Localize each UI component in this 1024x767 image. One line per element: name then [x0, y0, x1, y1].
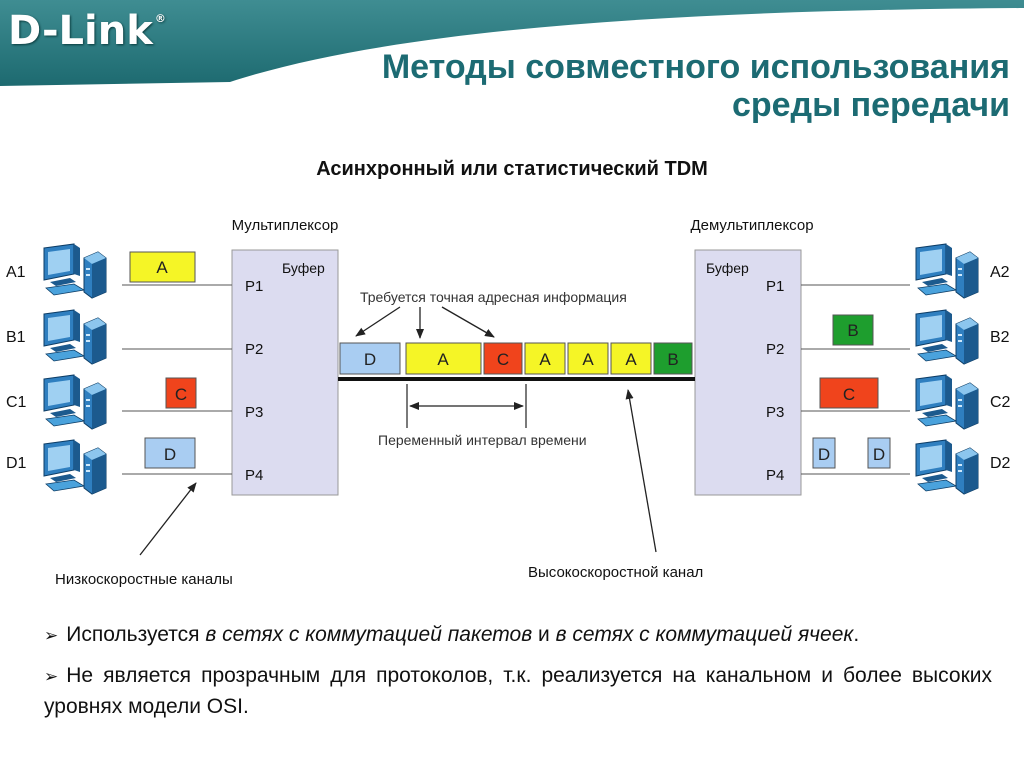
dest-c2: C2 — [990, 394, 1011, 411]
demultiplexer-box — [695, 250, 801, 495]
input-block-a-label: A — [156, 258, 168, 277]
interval-note: Переменный интервал времени — [378, 432, 587, 448]
stream-frame-c-label: C — [496, 350, 510, 369]
source-b1: B1 — [6, 329, 26, 346]
stream-frame-a2-label: A — [539, 350, 551, 369]
stream-frame-a4-label: A — [625, 350, 637, 369]
bullet-marker: ➢ — [44, 667, 59, 687]
dest-b2: B2 — [990, 329, 1010, 346]
dlink-logo: D-Link ® — [8, 8, 166, 54]
bullet-list — [44, 620, 992, 731]
low-speed-label: Низкоскоростные каналы — [55, 571, 233, 588]
output-block-d1-label: D — [817, 445, 831, 464]
input-block-c-label: C — [174, 385, 188, 404]
bullet-item-2: ➢ Не является прозрачным для протоколов, т.к. реализуется на канальном и более высоких уровнях модели OSI. — [44, 664, 992, 718]
output-block-d2-label: D — [872, 445, 886, 464]
interval-marker — [407, 384, 526, 428]
stream-frame-d-label: D — [363, 350, 377, 369]
output-block-c-label: C — [842, 385, 856, 404]
stream-frame-b-label: B — [667, 350, 679, 369]
stream — [340, 343, 692, 374]
mux-port-p2: P2 — [245, 341, 264, 358]
stream-frame-a3-label: A — [582, 350, 594, 369]
title-line-1: Методы совместного использования — [381, 48, 1010, 86]
computer-icon — [44, 375, 106, 429]
low-speed-arrow — [140, 483, 196, 555]
source-a1: A1 — [6, 264, 26, 281]
mux-port-p4: P4 — [245, 467, 264, 484]
demux-label: Демультиплексор — [690, 217, 814, 234]
address-arrows — [356, 307, 494, 338]
output-block-b-label: B — [847, 321, 859, 340]
bullet-item-1: ➢ Используется в сетях с коммутацией пакетов и в сетях с коммутацией ячеек. — [44, 623, 860, 646]
computer-icon — [916, 310, 978, 364]
computer-icon — [916, 440, 978, 494]
computer-icon — [916, 244, 978, 298]
diagram-subtitle: Асинхронный или статистический TDM — [316, 158, 708, 180]
demux-port-p3: P3 — [766, 404, 785, 421]
mux-port-p1: P1 — [245, 278, 264, 295]
stream-frame-a-label: A — [437, 350, 449, 369]
high-speed-channel — [338, 377, 695, 381]
demux-port-p4: P4 — [766, 467, 785, 484]
computer-icon — [916, 375, 978, 429]
address-note: Требуется точная адресная информация — [360, 289, 627, 305]
source-d1: D1 — [6, 455, 27, 472]
demux-buffer-label: Буфер — [706, 260, 749, 276]
mux-buffer-label: Буфер — [282, 260, 325, 276]
high-speed-arrow — [628, 390, 656, 552]
bullet-marker: ➢ — [44, 626, 59, 646]
high-speed-label: Высокоскоростной канал — [528, 564, 704, 581]
mux-label: Мультиплексор — [231, 217, 339, 234]
title-line-2: среды передачи — [731, 86, 1010, 124]
computer-icon — [44, 244, 106, 298]
input-block-d-label: D — [163, 445, 177, 464]
demux-port-p1: P1 — [766, 278, 785, 295]
computer-icon — [44, 310, 106, 364]
source-c1: C1 — [6, 394, 27, 411]
computer-icon — [44, 440, 106, 494]
dest-d2: D2 — [990, 455, 1011, 472]
dest-a2: A2 — [990, 264, 1010, 281]
demux-port-p2: P2 — [766, 341, 785, 358]
mux-port-p3: P3 — [245, 404, 264, 421]
